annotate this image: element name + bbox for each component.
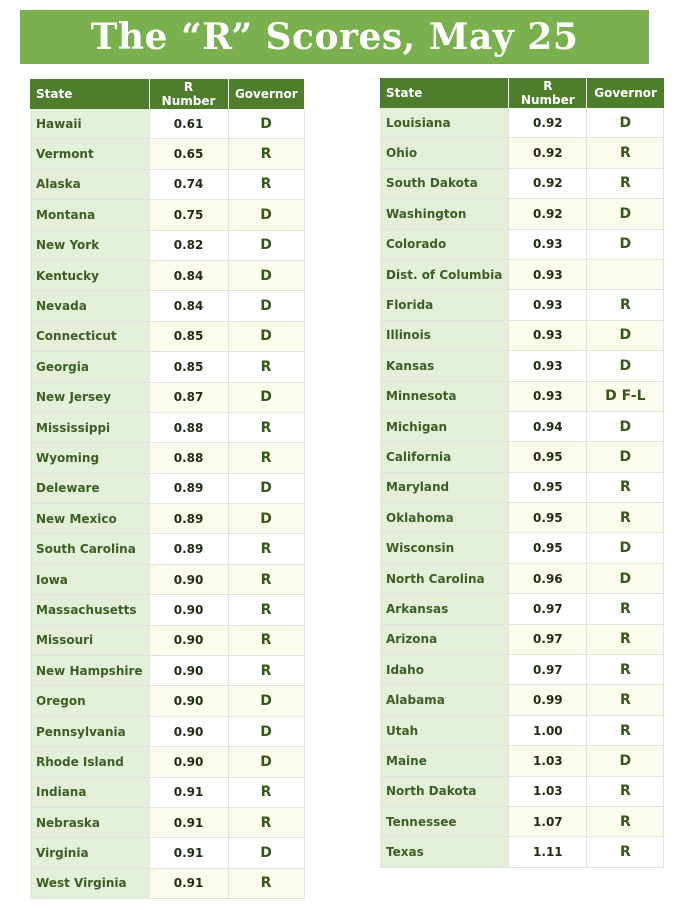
r-number-cell: 0.90: [149, 656, 228, 686]
r-number-cell: 0.87: [149, 382, 228, 412]
table-row: [30, 625, 304, 655]
state-cell: Alaska: [30, 169, 149, 199]
state-cell: Colorado: [380, 229, 509, 259]
table-row: [380, 806, 664, 836]
governor-cell: D: [228, 230, 304, 260]
table-row: [380, 351, 664, 381]
governor-cell: D: [228, 686, 304, 716]
state-cell: Ohio: [380, 138, 509, 168]
state-cell: Wyoming: [30, 443, 149, 473]
state-cell: Kansas: [380, 351, 509, 381]
governor-cell: D: [228, 473, 304, 503]
r-number-cell: 0.92: [509, 138, 587, 168]
table-row: [30, 169, 304, 199]
governor-cell: R: [228, 625, 304, 655]
state-cell: New York: [30, 230, 149, 260]
state-cell: West Virginia: [30, 868, 149, 898]
state-cell: Rhode Island: [30, 747, 149, 777]
state-cell: South Dakota: [380, 168, 509, 198]
governor-cell: R: [587, 472, 664, 502]
state-cell: Hawaii: [30, 109, 149, 139]
state-cell: Texas: [380, 837, 509, 867]
r-number-cell: 0.91: [149, 777, 228, 807]
r-scores-table-right: [380, 78, 664, 868]
r-number-column-header: R Number: [509, 78, 587, 108]
r-number-cell: 0.90: [149, 595, 228, 625]
governor-cell: R: [587, 290, 664, 320]
table-row: [30, 109, 304, 139]
r-number-cell: 0.90: [149, 686, 228, 716]
governor-cell: R: [587, 837, 664, 867]
state-cell: Maryland: [380, 472, 509, 502]
r-number-column-header: R Number: [149, 79, 228, 109]
table-row: [380, 411, 664, 441]
state-cell: Vermont: [30, 139, 149, 169]
r-number-cell: 0.74: [149, 169, 228, 199]
governor-cell: R: [587, 503, 664, 533]
r-number-cell: 0.89: [149, 504, 228, 534]
state-cell: Idaho: [380, 655, 509, 685]
governor-cell: D: [228, 260, 304, 290]
state-cell: Nebraska: [30, 807, 149, 837]
r-number-cell: 0.90: [149, 716, 228, 746]
state-cell: Wisconsin: [380, 533, 509, 563]
table-row: [380, 108, 664, 138]
state-cell: Missouri: [30, 625, 149, 655]
table-row: [30, 716, 304, 746]
governor-cell: R: [587, 715, 664, 745]
state-cell: Tennessee: [380, 806, 509, 836]
table-row: [30, 838, 304, 868]
r-number-cell: 0.95: [509, 533, 587, 563]
state-cell: New Jersey: [30, 382, 149, 412]
table-row: [380, 503, 664, 533]
governor-column-header: Governor: [587, 78, 664, 108]
r-number-cell: 0.91: [149, 838, 228, 868]
table-row: [380, 259, 664, 289]
table-row: [380, 320, 664, 350]
title-banner: [20, 10, 649, 64]
governor-cell: [587, 259, 664, 289]
r-number-cell: 0.85: [149, 321, 228, 351]
governor-cell: D: [228, 747, 304, 777]
governor-cell: D: [587, 108, 664, 138]
table-row: [380, 472, 664, 502]
state-cell: Florida: [380, 290, 509, 320]
state-cell: Utah: [380, 715, 509, 745]
state-cell: Connecticut: [30, 321, 149, 351]
governor-cell: D: [587, 199, 664, 229]
governor-cell: R: [228, 412, 304, 442]
governor-cell: R: [228, 352, 304, 382]
governor-cell: R: [587, 624, 664, 654]
state-cell: Massachusetts: [30, 595, 149, 625]
governor-cell: R: [228, 169, 304, 199]
state-cell: California: [380, 442, 509, 472]
state-cell: Alabama: [380, 685, 509, 715]
state-cell: Pennsylvania: [30, 716, 149, 746]
governor-cell: D: [228, 200, 304, 230]
state-cell: Indiana: [30, 777, 149, 807]
state-cell: Virginia: [30, 838, 149, 868]
governor-cell: R: [228, 807, 304, 837]
governor-cell: D: [587, 229, 664, 259]
table-row: [30, 686, 304, 716]
table-row: [380, 138, 664, 168]
table-row: [30, 473, 304, 503]
r-number-cell: 0.99: [509, 685, 587, 715]
table-row: [30, 382, 304, 412]
r-number-cell: 0.65: [149, 139, 228, 169]
state-cell: Deleware: [30, 473, 149, 503]
governor-column-header: Governor: [228, 79, 304, 109]
r-number-cell: 0.95: [509, 503, 587, 533]
table-row: [380, 746, 664, 776]
r-number-cell: 0.96: [509, 563, 587, 593]
r-number-cell: 1.03: [509, 776, 587, 806]
r-number-cell: 0.95: [509, 442, 587, 472]
state-cell: Kentucky: [30, 260, 149, 290]
governor-cell: D: [587, 442, 664, 472]
r-number-cell: 0.97: [509, 594, 587, 624]
governor-cell: D: [228, 321, 304, 351]
state-cell: New Hampshire: [30, 656, 149, 686]
r-number-cell: 0.92: [509, 108, 587, 138]
r-number-cell: 0.90: [149, 747, 228, 777]
governor-cell: R: [587, 168, 664, 198]
governor-cell: D: [587, 746, 664, 776]
state-cell: Georgia: [30, 352, 149, 382]
r-number-cell: 0.94: [509, 411, 587, 441]
r-number-cell: 0.93: [509, 290, 587, 320]
governor-cell: D: [228, 382, 304, 412]
table-row: [30, 504, 304, 534]
r-number-cell: 0.91: [149, 807, 228, 837]
table-row: [30, 200, 304, 230]
governor-cell: D: [228, 838, 304, 868]
table-row: [380, 229, 664, 259]
state-cell: North Dakota: [380, 776, 509, 806]
state-cell: Arizona: [380, 624, 509, 654]
table-row: [30, 807, 304, 837]
table-row: [30, 321, 304, 351]
table-row: [30, 777, 304, 807]
state-cell: North Carolina: [380, 563, 509, 593]
governor-cell: R: [228, 443, 304, 473]
table-row: [380, 655, 664, 685]
governor-cell: R: [587, 655, 664, 685]
r-number-cell: 1.11: [509, 837, 587, 867]
r-number-cell: 0.88: [149, 412, 228, 442]
governor-cell: R: [228, 139, 304, 169]
r-number-cell: 1.07: [509, 806, 587, 836]
table-row: [30, 868, 304, 898]
table-row: [30, 443, 304, 473]
r-number-cell: 0.92: [509, 199, 587, 229]
state-cell: Louisiana: [380, 108, 509, 138]
governor-cell: R: [587, 806, 664, 836]
state-cell: Maine: [380, 746, 509, 776]
governor-cell: R: [228, 564, 304, 594]
table-header-row: [30, 79, 304, 109]
table-row: [30, 656, 304, 686]
r-number-cell: 0.88: [149, 443, 228, 473]
table-header-row: [380, 78, 664, 108]
r-number-cell: 1.00: [509, 715, 587, 745]
table-row: [380, 837, 664, 867]
r-number-cell: 0.85: [149, 352, 228, 382]
r-number-cell: 0.61: [149, 109, 228, 139]
table-row: [380, 594, 664, 624]
r-scores-table-left: [30, 79, 305, 899]
table-row: [30, 260, 304, 290]
governor-cell: D: [587, 351, 664, 381]
table-row: [30, 534, 304, 564]
state-cell: Nevada: [30, 291, 149, 321]
r-number-cell: 0.89: [149, 534, 228, 564]
state-cell: New Mexico: [30, 504, 149, 534]
state-cell: Dist. of Columbia: [380, 259, 509, 289]
state-cell: Mississippi: [30, 412, 149, 442]
r-number-cell: 0.91: [149, 868, 228, 898]
governor-cell: D: [228, 716, 304, 746]
state-cell: Oregon: [30, 686, 149, 716]
governor-cell: D F-L: [587, 381, 664, 411]
governor-cell: R: [228, 595, 304, 625]
state-cell: Iowa: [30, 564, 149, 594]
r-number-cell: 0.84: [149, 291, 228, 321]
state-cell: Michigan: [380, 411, 509, 441]
r-number-cell: 0.93: [509, 320, 587, 350]
table-row: [380, 442, 664, 472]
r-number-cell: 0.95: [509, 472, 587, 502]
state-cell: Illinois: [380, 320, 509, 350]
state-cell: Washington: [380, 199, 509, 229]
r-number-cell: 0.84: [149, 260, 228, 290]
governor-cell: R: [228, 868, 304, 898]
governor-cell: R: [587, 685, 664, 715]
table-row: [30, 291, 304, 321]
governor-cell: R: [228, 777, 304, 807]
r-number-cell: 0.97: [509, 624, 587, 654]
table-row: [30, 747, 304, 777]
governor-cell: D: [587, 563, 664, 593]
state-cell: Montana: [30, 200, 149, 230]
state-cell: Minnesota: [380, 381, 509, 411]
governor-cell: D: [228, 291, 304, 321]
state-column-header: State: [380, 78, 509, 108]
table-row: [30, 595, 304, 625]
state-cell: Arkansas: [380, 594, 509, 624]
governor-cell: R: [228, 656, 304, 686]
r-number-cell: 0.93: [509, 229, 587, 259]
table-row: [30, 564, 304, 594]
table-row: [380, 685, 664, 715]
r-number-cell: 0.75: [149, 200, 228, 230]
table-row: [30, 352, 304, 382]
state-cell: South Carolina: [30, 534, 149, 564]
state-cell: Oklahoma: [380, 503, 509, 533]
governor-cell: D: [228, 504, 304, 534]
governor-cell: R: [587, 138, 664, 168]
table-row: [30, 139, 304, 169]
r-number-cell: 0.97: [509, 655, 587, 685]
governor-cell: D: [228, 109, 304, 139]
r-number-cell: 0.93: [509, 259, 587, 289]
table-row: [380, 563, 664, 593]
r-number-cell: 0.90: [149, 564, 228, 594]
table-row: [380, 776, 664, 806]
page-title: The “R” Scores, May 25: [90, 16, 579, 58]
table-row: [380, 381, 664, 411]
r-number-cell: 0.89: [149, 473, 228, 503]
governor-cell: D: [587, 533, 664, 563]
table-row: [380, 533, 664, 563]
r-number-cell: 0.92: [509, 168, 587, 198]
table-row: [30, 230, 304, 260]
r-number-cell: 1.03: [509, 746, 587, 776]
r-number-cell: 0.82: [149, 230, 228, 260]
governor-cell: D: [587, 320, 664, 350]
table-row: [380, 624, 664, 654]
governor-cell: R: [228, 534, 304, 564]
table-row: [380, 168, 664, 198]
governor-cell: R: [587, 776, 664, 806]
table-row: [380, 290, 664, 320]
r-number-cell: 0.93: [509, 351, 587, 381]
r-number-cell: 0.90: [149, 625, 228, 655]
state-column-header: State: [30, 79, 149, 109]
governor-cell: R: [587, 594, 664, 624]
governor-cell: D: [587, 411, 664, 441]
table-row: [380, 715, 664, 745]
table-row: [380, 199, 664, 229]
r-number-cell: 0.93: [509, 381, 587, 411]
table-row: [30, 412, 304, 442]
